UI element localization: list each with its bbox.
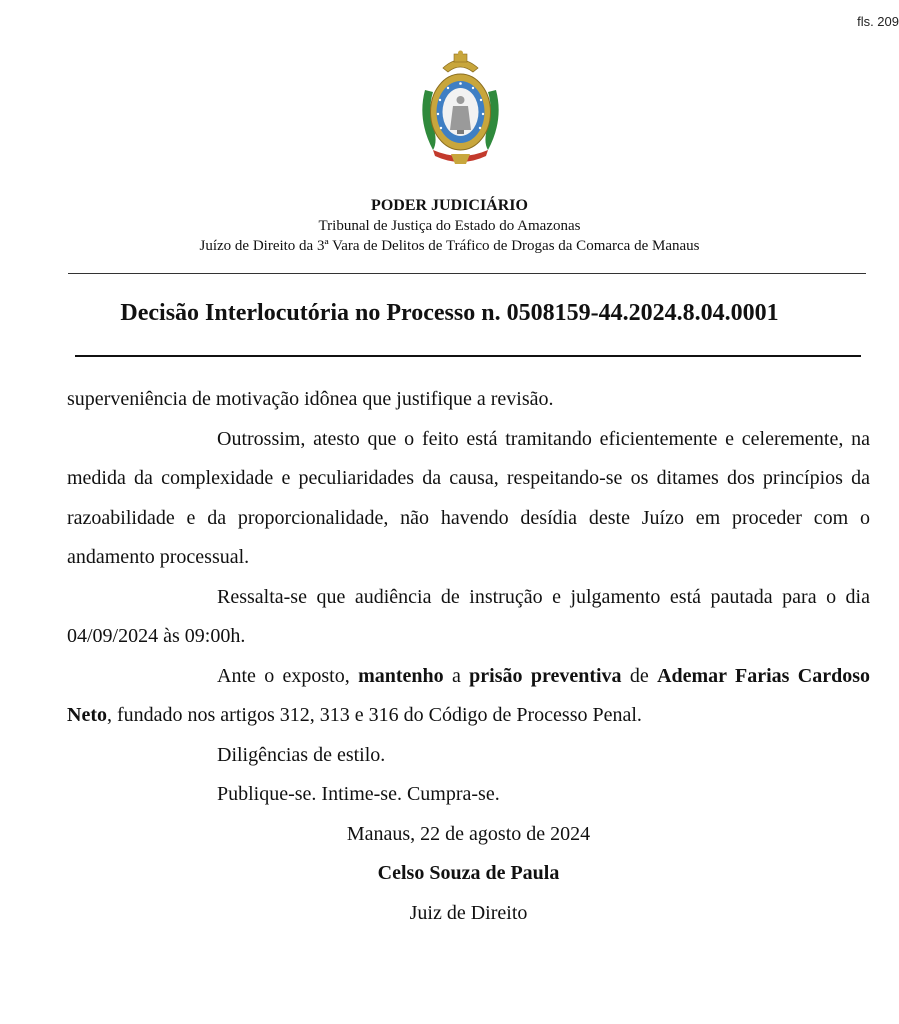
court-seal-emblem (413, 50, 508, 170)
decision-text-2: a (443, 664, 470, 687)
paragraph-decision (67, 657, 870, 736)
page-number: fls. 209 (857, 14, 899, 29)
decision-text-3: de (621, 664, 658, 687)
decision-text-1: Ante o exposto, (217, 664, 359, 687)
decision-keyword-preventive-arrest: prisão preventiva (469, 664, 622, 687)
document-header (0, 196, 899, 256)
paragraph-hearing: Ressalta-se que audiência de instrução e julgamento está pautada para o dia 04/09/2024 às 09:00h. (67, 585, 870, 647)
header-divider (68, 273, 866, 274)
signature-judge-name (67, 854, 870, 894)
header-judicial-power: PODER JUDICIÁRIO (371, 197, 528, 214)
paragraph-publish: Publique-se. Intime-se. Cumpra-se. (217, 783, 500, 805)
decision-defendant-name: Ademar Farias Cardoso Neto (67, 664, 870, 726)
title-divider (75, 355, 861, 357)
paragraph-attestation: Outrossim, atesto que o feito está tramitando eficientemente e celeremente, na medida da complexidade e peculiaridades da causa, respeitando-se os ditames dos princípios da razoabilidade e da proporcionalidade, não havendo desídia deste Juízo em proceder com o andamento processual. (67, 427, 870, 568)
document-body (67, 380, 870, 933)
document-title: Decisão Interlocutória no Processo n. 0508159-44.2024.8.04.0001 (120, 300, 779, 326)
paragraph-diligences: Diligências de estilo. (217, 743, 386, 766)
header-court-unit: Juízo de Direito da 3ª Vara de Delitos de Tráfico de Drogas da Comarca de Manaus (199, 238, 700, 254)
decision-keyword-maintain: mantenho (358, 664, 444, 687)
decision-text-4: , fundado nos artigos 312, 313 e 316 do Código de Processo Penal. (106, 704, 642, 726)
signature-judge-role: Juiz de Direito (409, 901, 528, 924)
header-court: Tribunal de Justiça do Estado do Amazonas (318, 218, 581, 234)
judge-name: Celso Souza de Paula (377, 862, 560, 884)
paragraph-continuation: superveniência de motivação idônea que justifique a revisão. (67, 388, 554, 410)
closing-place-date: Manaus, 22 de agosto de 2024 (346, 822, 591, 845)
